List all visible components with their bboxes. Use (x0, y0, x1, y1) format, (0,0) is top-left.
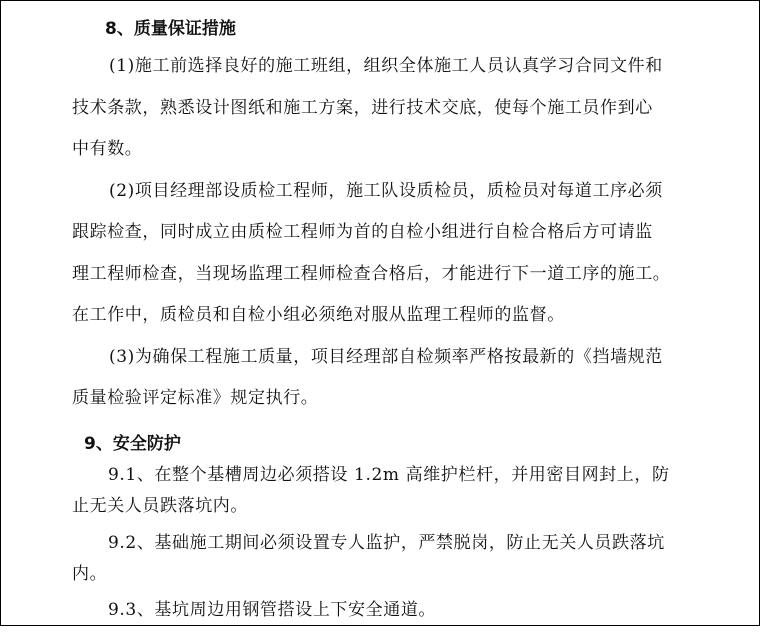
text-line: (1)施工前选择良好的施工班组，组织全体施工人员认真学习合同文件和 (109, 56, 663, 76)
section-8-paragraph-3-cont (72, 378, 318, 420)
text-line: 止无关人员跌落坑内。 (72, 496, 248, 516)
text-line: (2)项目经理部设质检工程师，施工队设质检员，质检员对每道工序必须 (109, 180, 663, 201)
section-8-paragraph-1-cont (72, 88, 653, 171)
text-line: 质量检验评定标准》规定执行。 (72, 388, 319, 408)
text-line: 中有数。 (72, 139, 143, 159)
section-8-paragraph-2 (109, 171, 663, 213)
section-9-paragraph-2-cont (72, 554, 107, 596)
section-8-paragraph-1 (109, 46, 663, 88)
text-line: 技术条款，熟悉设计图纸和施工方案，进行技术交底，使每个施工员作到心 (72, 97, 653, 118)
section-8-paragraph-2-cont (72, 212, 670, 337)
section-9-paragraph-1-cont (72, 486, 248, 528)
section-8-paragraph-3 (109, 337, 663, 379)
text-line: 9.3、基坑周边用钢管搭设上下安全通道。 (108, 600, 437, 620)
text-line: 9.2、基础施工期间必须设置专人监护，严禁脱岗，防止无关人员跌落坑 (108, 533, 665, 553)
section-8-heading: 8、质量保证措施 (105, 19, 236, 39)
text-line: 跟踪检查，同时成立由质检工程师为首的自检小组进行自检合格后方可请监 (72, 222, 653, 242)
section-9-paragraph-3 (108, 590, 436, 632)
section-9-heading: 9、安全防护 (84, 434, 181, 454)
text-line: 内。 (72, 564, 108, 584)
text-line: 在工作中，质检员和自检小组必须绝对服从监理工程师的监督。 (72, 305, 565, 325)
text-line: 9.1、在整个基槽周边必须搭设 1.2m 高维护栏杆，并用密目网封上，防 (108, 465, 670, 485)
section-9-paragraph-2 (108, 523, 665, 565)
text-line: (3)为确保工程施工质量，项目经理部自检频率严格按最新的《挡墙规范 (109, 346, 663, 367)
text-line: 理工程师检查，当现场监理工程师检查合格后，才能进行下一道工序的施工。 (72, 263, 671, 284)
